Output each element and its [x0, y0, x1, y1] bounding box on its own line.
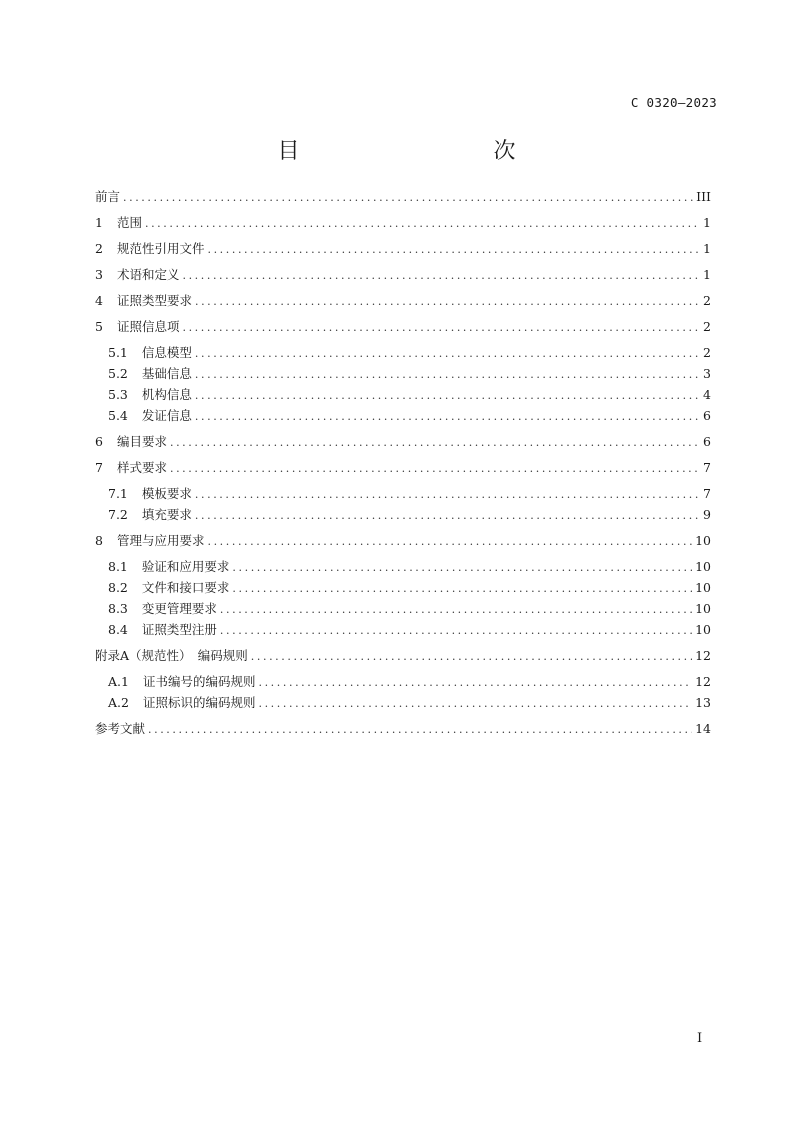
toc-entry-5-1[interactable]	[95, 344, 711, 362]
toc-entry-page: 6	[703, 408, 711, 423]
toc-entry-5[interactable]	[95, 318, 711, 336]
toc-leader-dots	[182, 268, 700, 284]
toc-entry-8-2[interactable]	[95, 579, 711, 597]
toc-leader-dots	[195, 508, 700, 524]
toc-entry-title: 填充要求	[141, 507, 192, 522]
toc-leader-dots	[207, 534, 692, 550]
toc-leader-dots	[195, 409, 700, 425]
toc-leader-dots	[195, 294, 700, 310]
toc-entry-title: 规范性引用文件	[116, 241, 205, 256]
toc-entry-title: 文件和接口要求	[141, 580, 230, 595]
toc-entry-title: 范围	[116, 215, 142, 230]
toc-entry-page: 10	[695, 601, 711, 616]
toc-entry-number: 7.1	[108, 486, 128, 501]
toc-entry-page: 1	[703, 267, 711, 282]
toc-entry-8-3[interactable]	[95, 600, 711, 618]
toc-leader-dots	[258, 675, 692, 691]
toc-entry-number: 8.3	[108, 601, 128, 616]
toc-entry-page: 9	[703, 507, 711, 522]
toc-leader-dots	[170, 435, 700, 451]
toc-entry-title: 证照信息项	[116, 319, 180, 334]
toc-entry-page: 2	[703, 319, 711, 334]
toc-entry-number: 5.3	[108, 387, 128, 402]
toc-title: 目 次	[277, 139, 566, 164]
toc-leader-dots	[232, 581, 692, 597]
toc-entry-page: 10	[695, 559, 711, 574]
toc-entry-5-4[interactable]	[95, 407, 711, 425]
toc-entry-a-1[interactable]	[95, 673, 711, 691]
toc-entry-title: 术语和定义	[116, 267, 180, 282]
toc-entry-title: 验证和应用要求	[141, 559, 230, 574]
toc-entry-title: 参考文献	[95, 721, 146, 736]
toc-entry-7-1[interactable]	[95, 485, 711, 503]
toc-entry-number: 5	[95, 319, 103, 334]
toc-entry-5-2[interactable]	[95, 365, 711, 383]
toc-entry-page: 12	[695, 674, 711, 689]
toc-leader-dots	[182, 320, 700, 336]
toc-leader-dots	[123, 190, 693, 206]
toc-entry-page: 14	[695, 721, 711, 736]
toc-entry-page: 6	[703, 434, 711, 449]
toc-leader-dots	[220, 623, 692, 639]
toc-entry-title: 信息模型	[141, 345, 192, 360]
toc-entry-bibliography[interactable]	[95, 720, 711, 738]
toc-entry-page: 13	[695, 695, 711, 710]
standard-code: C 0320—2023	[630, 95, 717, 110]
toc-leader-dots	[195, 487, 700, 503]
toc-entry-4[interactable]	[95, 292, 711, 310]
toc-entry-page: 1	[703, 215, 711, 230]
toc-entry-title: 证照类型要求	[116, 293, 192, 308]
toc-leader-dots	[251, 649, 692, 665]
toc-entry-title: 基础信息	[141, 366, 192, 381]
toc-entry-number: 4	[95, 293, 103, 308]
toc-entry-number: A.1	[108, 674, 129, 689]
toc-entry-title: 发证信息	[141, 408, 192, 423]
toc-entry-title: 证照标识的编码规则	[142, 695, 256, 710]
toc-entry-page: 1	[703, 241, 711, 256]
toc-entry-title: 变更管理要求	[141, 601, 217, 616]
toc-leader-dots	[195, 367, 700, 383]
toc-entry-number: 8.2	[108, 580, 128, 595]
toc-entry-number: 8.1	[108, 559, 128, 574]
toc-entry-number: 7.2	[108, 507, 128, 522]
toc-entry-number: 5.1	[108, 345, 128, 360]
toc-entry-8-1[interactable]	[95, 558, 711, 576]
toc-entry-number: 6	[95, 434, 103, 449]
toc-entry-8-4[interactable]	[95, 621, 711, 639]
toc-entry-number: 1	[95, 215, 103, 230]
toc-entry-5-3[interactable]	[95, 386, 711, 404]
toc-entry-7[interactable]	[95, 459, 711, 477]
toc-entry-number: 5.4	[108, 408, 128, 423]
toc-entry-annex-a[interactable]	[95, 647, 711, 665]
toc-entry-1[interactable]	[95, 214, 711, 232]
toc-leader-dots	[258, 696, 692, 712]
toc-leader-dots	[195, 388, 700, 404]
toc-entry-a-2[interactable]	[95, 694, 711, 712]
toc-entry-number: 8	[95, 533, 103, 548]
toc-entry-title: 模板要求	[141, 486, 192, 501]
toc-entry-page: 10	[695, 622, 711, 637]
toc-entry-page: 7	[703, 486, 711, 501]
toc-entry-title: 机构信息	[141, 387, 192, 402]
toc-entry-page: 10	[695, 580, 711, 595]
toc-entry-number: 3	[95, 267, 103, 282]
toc-entry-number: 7	[95, 460, 103, 475]
toc-entry-number: 2	[95, 241, 103, 256]
toc-leader-dots	[232, 560, 692, 576]
toc-entry-page: 2	[703, 345, 711, 360]
toc-entry-8[interactable]	[95, 532, 711, 550]
toc-leader-dots	[148, 722, 692, 738]
toc-leader-dots	[145, 216, 700, 232]
toc-entry-6[interactable]	[95, 433, 711, 451]
toc-entry-page: 4	[703, 387, 711, 402]
toc-entry-page: 3	[703, 366, 711, 381]
toc-entry-title: 附录A（规范性） 编码规则	[95, 648, 248, 663]
toc-entry-title: 前言	[95, 189, 121, 204]
toc-leader-dots	[170, 461, 700, 477]
toc-leader-dots	[195, 346, 700, 362]
toc-entry-number: A.2	[108, 695, 129, 710]
toc-entry-number: 5.2	[108, 366, 128, 381]
toc-entry-title: 样式要求	[116, 460, 167, 475]
toc-entry-page: 7	[703, 460, 711, 475]
toc-leader-dots	[220, 602, 692, 618]
toc-entry-number: 8.4	[108, 622, 128, 637]
toc-leader-dots	[207, 242, 700, 258]
toc-entry-7-2[interactable]	[95, 506, 711, 524]
toc-entry-title: 证书编号的编码规则	[142, 674, 256, 689]
toc-entry-title: 编目要求	[116, 434, 167, 449]
toc-entry-page: 10	[695, 533, 711, 548]
toc-entry-title: 管理与应用要求	[116, 533, 205, 548]
toc-entry-2[interactable]	[95, 240, 711, 258]
toc-entry-title: 证照类型注册	[141, 622, 217, 637]
toc-entry-page: 12	[695, 648, 711, 663]
toc-entry-page: 2	[703, 293, 711, 308]
toc-entry-page: III	[696, 189, 711, 204]
page-number: I	[697, 1031, 703, 1046]
toc-entry-foreword[interactable]	[95, 188, 711, 206]
toc-entry-3[interactable]	[95, 266, 711, 284]
